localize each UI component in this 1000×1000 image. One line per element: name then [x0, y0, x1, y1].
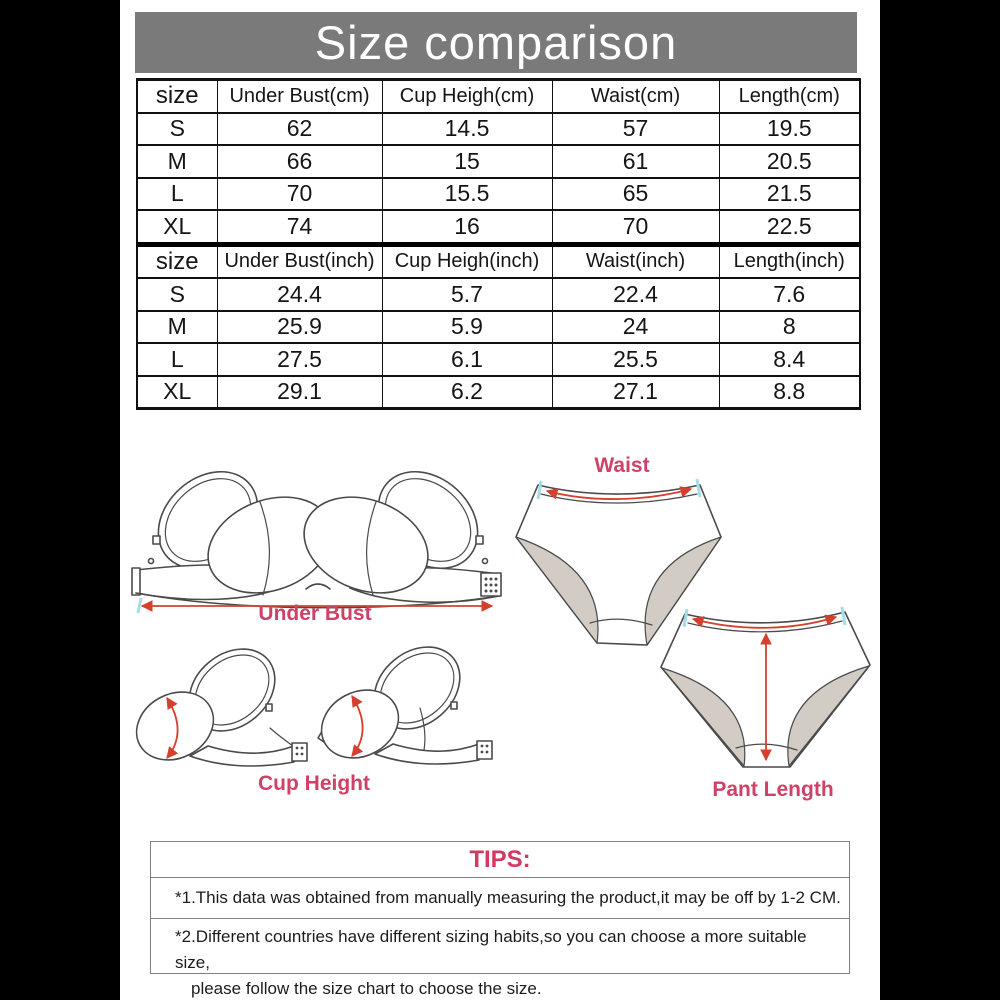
header-under-bust-cm: Under Bust(cm) — [217, 80, 382, 113]
table-cell: 5.9 — [382, 311, 552, 344]
table-row — [137, 343, 860, 376]
table-cell: 7.6 — [719, 278, 860, 311]
table-row — [137, 178, 860, 211]
header-waist-cm: Waist(cm) — [552, 80, 719, 113]
page-title: Size comparison — [314, 16, 678, 69]
right-black-bar — [880, 0, 1000, 1000]
title-banner — [135, 12, 857, 73]
table-cell: M — [137, 311, 217, 344]
table-cell: 15.5 — [382, 178, 552, 211]
tip-text: *1.This data was obtained from manually measuring the product,it may be off by 1-2 CM. — [175, 888, 841, 907]
table-cell: 65 — [552, 178, 719, 211]
header-length-inch: Length(inch) — [719, 244, 860, 278]
header-size-inch: size — [137, 244, 217, 278]
table-cell: 24 — [552, 311, 719, 344]
table-cell: 62 — [217, 113, 382, 146]
table-cell: 6.1 — [382, 343, 552, 376]
tip-text-continued: please follow the size chart to choose the size. — [191, 979, 542, 998]
header-cup-heigh-cm: Cup Heigh(cm) — [382, 80, 552, 113]
header-size-cm: size — [137, 80, 217, 113]
table-cell: 27.5 — [217, 343, 382, 376]
table-header-row-inch — [137, 244, 860, 278]
table-cell: M — [137, 145, 217, 178]
table-cell: 22.5 — [719, 210, 860, 244]
table-cell: XL — [137, 210, 217, 244]
panty-length-illustration — [661, 607, 870, 767]
table-cell: XL — [137, 376, 217, 409]
bra-side-cup-illustration-2 — [310, 630, 492, 771]
left-black-bar — [0, 0, 120, 1000]
table-cell: 6.2 — [382, 376, 552, 409]
table-row — [137, 376, 860, 409]
tips-box — [150, 841, 850, 998]
header-waist-inch: Waist(inch) — [552, 244, 719, 278]
size-table — [136, 78, 861, 410]
bra-side-cup-illustration-1 — [125, 632, 307, 773]
table-row — [137, 278, 860, 311]
table-cell: 8.8 — [719, 376, 860, 409]
table-cell: 70 — [217, 178, 382, 211]
table-cell: 16 — [382, 210, 552, 244]
table-cell: 57 — [552, 113, 719, 146]
table-cell: 21.5 — [719, 178, 860, 211]
table-cell: 8.4 — [719, 343, 860, 376]
table-cell: L — [137, 343, 217, 376]
table-cell: 74 — [217, 210, 382, 244]
table-cell: S — [137, 278, 217, 311]
tips-heading: TIPS: — [151, 842, 849, 878]
table-cell: 5.7 — [382, 278, 552, 311]
header-cup-heigh-inch: Cup Heigh(inch) — [382, 244, 552, 278]
bra-front-illustration — [132, 452, 501, 613]
table-cell: 15 — [382, 145, 552, 178]
table-cell: 14.5 — [382, 113, 552, 146]
table-cell: 24.4 — [217, 278, 382, 311]
tip-item-2 — [151, 919, 849, 1000]
waist-label: Waist — [594, 454, 650, 477]
table-cell: 20.5 — [719, 145, 860, 178]
table-cell: 70 — [552, 210, 719, 244]
tip-text: *2.Different countries have different sizing habits,so you can choose a more suitable size, — [175, 927, 807, 972]
table-cell: S — [137, 113, 217, 146]
under-bust-label: Under Bust — [258, 602, 372, 625]
header-under-bust-inch: Under Bust(inch) — [217, 244, 382, 278]
pant-length-label: Pant Length — [712, 778, 834, 801]
table-cell: 25.5 — [552, 343, 719, 376]
table-header-row-cm — [137, 80, 860, 113]
cup-height-label: Cup Height — [258, 772, 370, 795]
table-cell: 22.4 — [552, 278, 719, 311]
table-row — [137, 113, 860, 146]
table-cell: 19.5 — [719, 113, 860, 146]
table-cell: L — [137, 178, 217, 211]
table-cell: 29.1 — [217, 376, 382, 409]
table-cell: 61 — [552, 145, 719, 178]
tip-item-1 — [151, 878, 849, 919]
table-cell: 27.1 — [552, 376, 719, 409]
table-row — [137, 210, 860, 244]
table-cell: 8 — [719, 311, 860, 344]
table-cell: 66 — [217, 145, 382, 178]
header-length-cm: Length(cm) — [719, 80, 860, 113]
table-cell: 25.9 — [217, 311, 382, 344]
table-row — [137, 145, 860, 178]
table-row — [137, 311, 860, 344]
